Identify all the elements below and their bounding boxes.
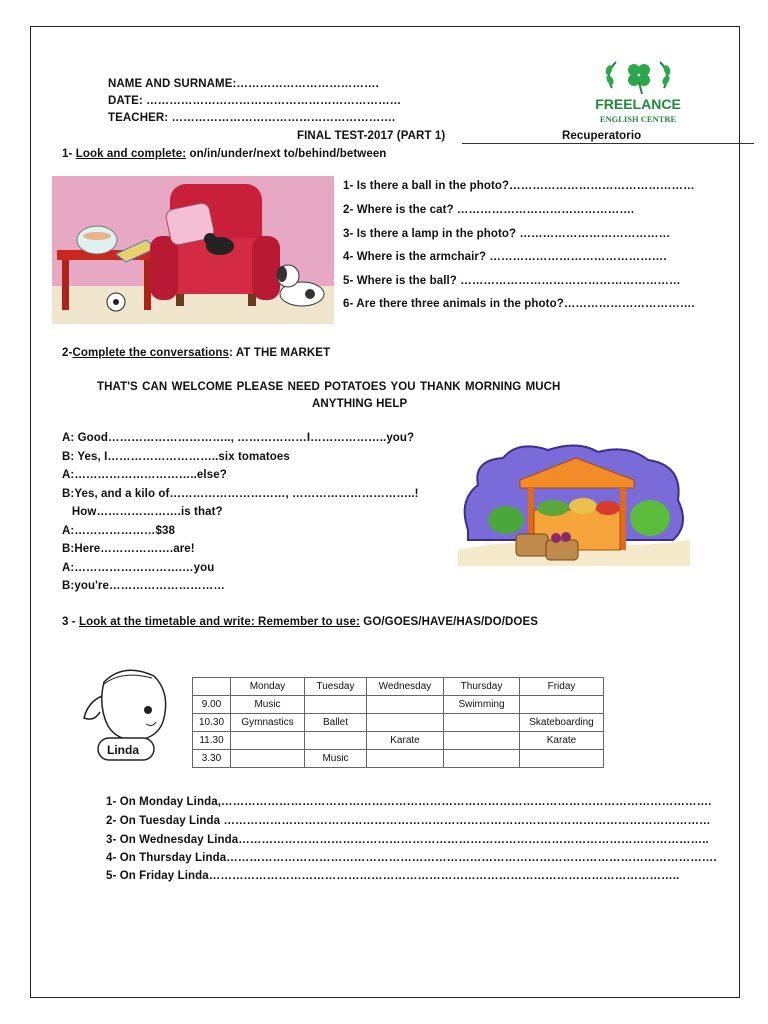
logo-sub-text: ENGLISH CENTRE (599, 114, 677, 124)
timetable-cell (444, 750, 520, 768)
date-field: DATE: ………………………………………………………… (108, 95, 402, 107)
sentence-3: 3- On Wednesday Linda………………………………………………………………………………………………………….. (106, 834, 709, 846)
question-2: 2- Where is the cat? ………………………………………. (343, 204, 635, 216)
timetable-row (193, 696, 604, 714)
timetable-header-row (193, 678, 604, 696)
header-rule (462, 143, 754, 144)
timetable-cell: Karate (367, 732, 444, 750)
name-field: NAME AND SURNAME:………………………………. (108, 78, 379, 90)
market-stall-illustration (458, 440, 690, 566)
timetable-cell: Music (231, 696, 305, 714)
timetable-row (193, 732, 604, 750)
timetable-cell (444, 732, 520, 750)
timetable-header-cell: Thursday (444, 678, 520, 696)
timetable-cell: Gymnastics (231, 714, 305, 732)
timetable-cell (231, 732, 305, 750)
section3-verbs: GO/GOES/HAVE/HAS/DO/DOES (359, 616, 538, 628)
timetable-cell (305, 732, 367, 750)
dialogue-line-3: A:…………………………..else? (62, 469, 227, 481)
section1-heading (62, 148, 386, 160)
section2-number: 2- (62, 347, 73, 359)
question-1: 1- Is there a ball in the photo?………………………………………… (343, 180, 695, 192)
dialogue-line-4: B:Yes, and a kilo of…………………………, …………………………..! (62, 488, 419, 500)
timetable-header-cell: Monday (231, 678, 305, 696)
timetable-row (193, 750, 604, 768)
section2-subtitle: : AT THE MARKET (229, 347, 331, 359)
section2-heading (62, 347, 330, 359)
section2-title: Complete the conversations (72, 347, 230, 359)
clover-wreath-icon (582, 54, 694, 96)
dialogue-line-2: B: Yes, I………………………..six tomatoes (62, 451, 290, 463)
logo-brand-text: FREELANCE (595, 96, 681, 112)
room-illustration (52, 176, 334, 324)
teacher-field: TEACHER: …………………………………………………. (108, 112, 396, 124)
sentence-5: 5- On Friday Linda………………………………………………………………………………………………………….. (106, 870, 680, 882)
question-6: 6- Are there three animals in the photo?……………………………. (343, 298, 695, 310)
timetable-time-cell: 3.30 (193, 750, 231, 768)
timetable-header-cell: Wednesday (367, 678, 444, 696)
sentence-4: 4- On Thursday Linda………………………………………………………………………………………………………………. (106, 852, 717, 864)
word-bank-line-2: ANYTHING HELP (312, 398, 408, 410)
section1-number: 1- (62, 148, 73, 160)
section3-heading (62, 616, 538, 628)
question-3: 3- Is there a lamp in the photo? ………………………………… (343, 228, 671, 240)
question-5: 5- Where is the ball? ………………………………………………… (343, 275, 681, 287)
timetable-row (193, 714, 604, 732)
timetable-time-cell: 11.30 (193, 732, 231, 750)
section1-title: Look and complete: (75, 148, 187, 160)
dialogue-line-9: B:you're………………………… (62, 580, 225, 592)
timetable-corner-cell (193, 678, 231, 696)
timetable-time-cell: 9.00 (193, 696, 231, 714)
dialogue-line-8: A:……………………….…you (62, 562, 215, 574)
dialogue-line-5: How………………….is that? (62, 506, 223, 518)
timetable-cell (520, 696, 604, 714)
section1-words: on/in/under/next to/behind/between (186, 148, 387, 160)
section3-number: 3 - (62, 616, 76, 628)
timetable-cell: Skateboarding (520, 714, 604, 732)
timetable-cell (444, 714, 520, 732)
timetable-cell (305, 696, 367, 714)
timetable-cell (231, 750, 305, 768)
timetable-cell: Music (305, 750, 367, 768)
timetable-cell: Karate (520, 732, 604, 750)
timetable-time-cell: 10.30 (193, 714, 231, 732)
dialogue-line-1: A: Good………………………….., ………………I………………..you? (62, 432, 415, 444)
sentence-2: 2- On Tuesday Linda ……………………………………………………………………………………………………………… (106, 815, 711, 827)
dialogue-line-6: A:…………………$38 (62, 525, 176, 537)
section3-title: Look at the timetable and write: Remember to use: (79, 616, 360, 628)
recuperatorio-label: Recuperatorio (562, 130, 642, 142)
timetable-cell (367, 714, 444, 732)
timetable-cell: Ballet (305, 714, 367, 732)
timetable-cell (520, 750, 604, 768)
dialogue-line-7: B:Here……………….are! (62, 543, 195, 555)
timetable-header-cell: Friday (520, 678, 604, 696)
sentence-1: 1- On Monday Linda,………………………………………………………………………………………………………………. (106, 796, 712, 808)
timetable (192, 677, 604, 768)
timetable-cell (367, 696, 444, 714)
question-4: 4- Where is the armchair? ………………………………………. (343, 251, 667, 263)
freelance-logo (582, 54, 694, 126)
timetable-header-cell: Tuesday (305, 678, 367, 696)
test-title: FINAL TEST-2017 (PART 1) (297, 130, 446, 142)
timetable-cell: Swimming (444, 696, 520, 714)
linda-name-label: Linda (107, 743, 139, 757)
word-bank-line-1: THAT'S CAN WELCOME PLEASE NEED POTATOES YOU THANK MORNING MUCH (97, 381, 561, 393)
timetable-cell (367, 750, 444, 768)
